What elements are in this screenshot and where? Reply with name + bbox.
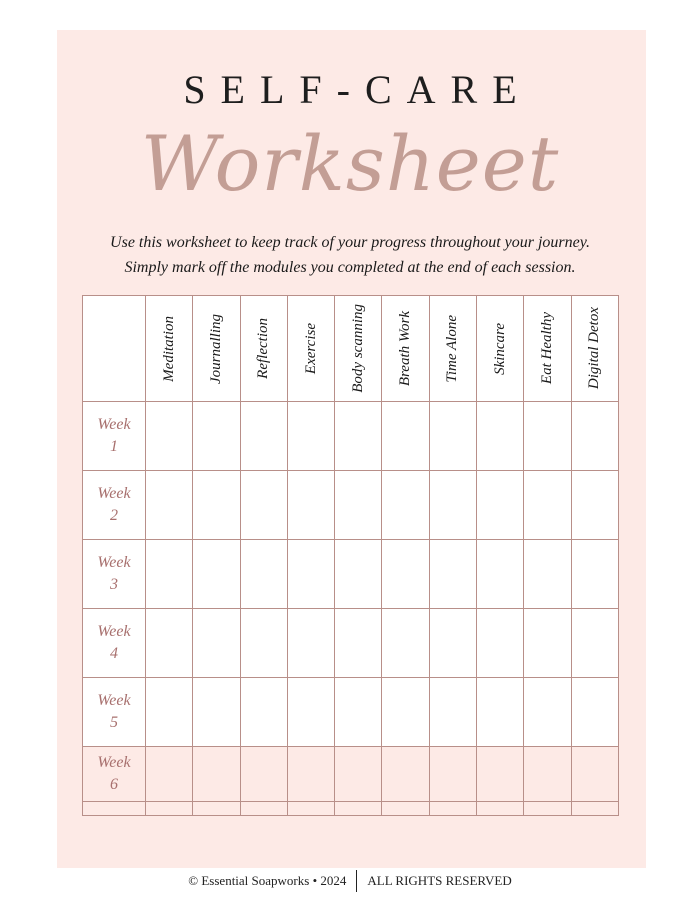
column-label: Skincare xyxy=(491,322,508,375)
week-rows xyxy=(83,402,619,816)
check-cell[interactable] xyxy=(477,471,524,540)
copyright-text: © Essential Soapworks • 2024 xyxy=(188,873,347,888)
check-cell[interactable] xyxy=(287,402,334,471)
table-tail-row xyxy=(83,802,619,816)
tail-cell xyxy=(83,802,146,816)
check-cell[interactable] xyxy=(335,402,382,471)
check-cell[interactable] xyxy=(193,747,240,802)
week-word: Week xyxy=(97,623,131,640)
check-cell[interactable] xyxy=(193,678,240,747)
week-word: Week xyxy=(97,692,131,709)
week-label xyxy=(83,752,145,796)
column-label: Breath Work xyxy=(397,310,414,387)
column-header-digital-detox xyxy=(571,296,618,402)
check-cell[interactable] xyxy=(146,402,193,471)
table-row xyxy=(83,540,619,609)
column-label: Exercise xyxy=(302,322,319,375)
check-cell[interactable] xyxy=(382,540,429,609)
check-cell[interactable] xyxy=(193,540,240,609)
instructions xyxy=(60,230,640,280)
tail-cell xyxy=(146,802,193,816)
column-label: Reflection xyxy=(255,318,272,379)
header-row xyxy=(83,296,619,402)
check-cell[interactable] xyxy=(240,471,287,540)
column-header-eat-healthy xyxy=(524,296,571,402)
week-label xyxy=(83,690,145,734)
check-cell[interactable] xyxy=(193,471,240,540)
check-cell[interactable] xyxy=(146,609,193,678)
tail-cell xyxy=(193,802,240,816)
check-cell[interactable] xyxy=(429,402,476,471)
check-cell[interactable] xyxy=(524,609,571,678)
check-cell[interactable] xyxy=(382,609,429,678)
tail-cell xyxy=(571,802,618,816)
check-cell[interactable] xyxy=(477,678,524,747)
check-cell[interactable] xyxy=(146,747,193,802)
column-label: Digital Detox xyxy=(586,307,603,390)
week-word: Week xyxy=(97,416,131,433)
week-number: 1 xyxy=(110,438,118,455)
table-row xyxy=(83,747,619,802)
check-cell[interactable] xyxy=(571,402,618,471)
table-row xyxy=(83,678,619,747)
check-cell[interactable] xyxy=(146,540,193,609)
check-cell[interactable] xyxy=(477,540,524,609)
tail-cell xyxy=(240,802,287,816)
check-cell[interactable] xyxy=(287,540,334,609)
column-header-journalling xyxy=(193,296,240,402)
table-row xyxy=(83,471,619,540)
check-cell[interactable] xyxy=(524,747,571,802)
page-title-script: Worksheet xyxy=(140,119,560,208)
check-cell[interactable] xyxy=(240,402,287,471)
week-number: 5 xyxy=(110,714,118,731)
check-cell[interactable] xyxy=(335,609,382,678)
check-cell[interactable] xyxy=(477,609,524,678)
check-cell[interactable] xyxy=(193,609,240,678)
check-cell[interactable] xyxy=(571,609,618,678)
rights-text: ALL RIGHTS RESERVED xyxy=(367,873,512,888)
check-cell[interactable] xyxy=(477,402,524,471)
column-header-reflection xyxy=(240,296,287,402)
week-number: 4 xyxy=(110,645,118,662)
column-label: Eat Healthy xyxy=(539,312,556,385)
check-cell[interactable] xyxy=(382,678,429,747)
week-word: Week xyxy=(97,485,131,502)
tail-cell xyxy=(477,802,524,816)
tail-cell xyxy=(287,802,334,816)
column-label: Meditation xyxy=(160,315,177,382)
tracker-table xyxy=(82,295,619,816)
check-cell[interactable] xyxy=(524,540,571,609)
column-label: Journalling xyxy=(207,313,224,384)
week-label-cell xyxy=(83,678,146,747)
check-cell[interactable] xyxy=(429,747,476,802)
check-cell[interactable] xyxy=(382,471,429,540)
check-cell[interactable] xyxy=(571,540,618,609)
check-cell[interactable] xyxy=(571,471,618,540)
check-cell[interactable] xyxy=(524,471,571,540)
check-cell[interactable] xyxy=(240,747,287,802)
tail-cell xyxy=(382,802,429,816)
table-row xyxy=(83,402,619,471)
check-cell[interactable] xyxy=(524,678,571,747)
corner-cell xyxy=(83,296,146,402)
week-label-cell xyxy=(83,540,146,609)
week-label xyxy=(83,414,145,458)
tail-cell xyxy=(524,802,571,816)
check-cell[interactable] xyxy=(240,540,287,609)
check-cell[interactable] xyxy=(524,402,571,471)
instructions-line-2: Simply mark off the modules you completed at the end of each session. xyxy=(124,259,576,276)
week-number: 3 xyxy=(110,576,118,593)
column-header-skincare xyxy=(477,296,524,402)
page-title-top: SELF-CARE xyxy=(183,67,532,112)
tail-cell xyxy=(335,802,382,816)
check-cell[interactable] xyxy=(429,540,476,609)
check-cell[interactable] xyxy=(240,609,287,678)
check-cell[interactable] xyxy=(287,747,334,802)
column-header-breath-work xyxy=(382,296,429,402)
check-cell[interactable] xyxy=(571,678,618,747)
week-label-cell xyxy=(83,471,146,540)
instructions-line-1: Use this worksheet to keep track of your progress throughout your journey. xyxy=(110,234,590,251)
check-cell[interactable] xyxy=(287,609,334,678)
week-label xyxy=(83,621,145,665)
week-number: 2 xyxy=(110,507,118,524)
week-word: Week xyxy=(97,754,131,771)
check-cell[interactable] xyxy=(146,678,193,747)
check-cell[interactable] xyxy=(335,540,382,609)
check-cell[interactable] xyxy=(429,678,476,747)
check-cell[interactable] xyxy=(240,678,287,747)
table-row xyxy=(83,609,619,678)
check-cell[interactable] xyxy=(287,678,334,747)
week-label-cell xyxy=(83,609,146,678)
check-cell[interactable] xyxy=(382,402,429,471)
week-label-cell xyxy=(83,402,146,471)
week-number: 6 xyxy=(110,776,118,793)
check-cell[interactable] xyxy=(287,471,334,540)
check-cell[interactable] xyxy=(146,471,193,540)
check-cell[interactable] xyxy=(335,678,382,747)
check-cell[interactable] xyxy=(429,609,476,678)
tail-cell xyxy=(429,802,476,816)
check-cell[interactable] xyxy=(193,402,240,471)
column-header-exercise xyxy=(287,296,334,402)
week-label xyxy=(83,483,145,527)
check-cell[interactable] xyxy=(571,747,618,802)
column-header-body-scanning xyxy=(335,296,382,402)
column-label: Time Alone xyxy=(444,314,461,383)
column-label: Body scanning xyxy=(349,304,366,393)
check-cell[interactable] xyxy=(382,747,429,802)
footer xyxy=(0,870,700,892)
check-cell[interactable] xyxy=(335,747,382,802)
check-cell[interactable] xyxy=(477,747,524,802)
column-header-time-alone xyxy=(429,296,476,402)
column-header-meditation xyxy=(146,296,193,402)
week-word: Week xyxy=(97,554,131,571)
check-cell[interactable] xyxy=(335,471,382,540)
check-cell[interactable] xyxy=(429,471,476,540)
week-label-cell xyxy=(83,747,146,802)
week-label xyxy=(83,552,145,596)
footer-divider xyxy=(356,870,357,892)
